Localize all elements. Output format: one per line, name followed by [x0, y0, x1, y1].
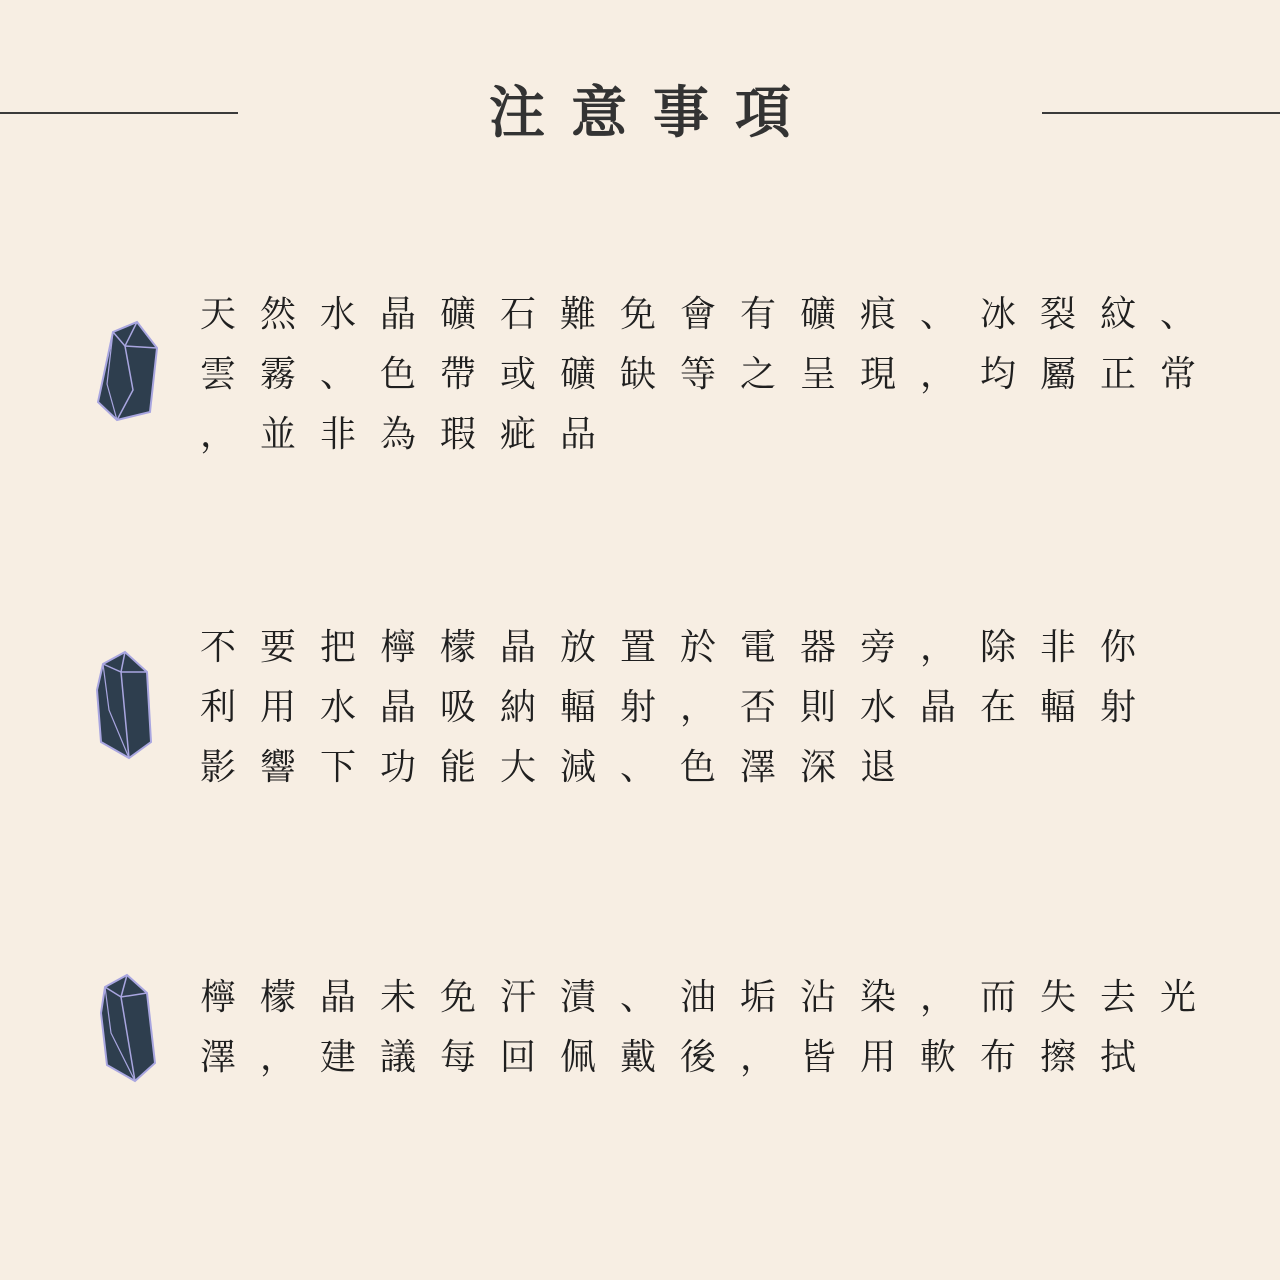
notice-text: [200, 968, 1221, 1088]
notice-line: 影響下功能大減、色澤深退: [200, 747, 921, 788]
notice-line: ，並非為瑕疵品: [200, 414, 621, 455]
notice-line: 雲霧、色帶或礦缺等之呈現，均屬正常: [200, 354, 1221, 395]
notice-line: 檸檬晶未免汗漬、油垢沾染，而失去光: [200, 977, 1221, 1018]
page-header: [0, 70, 1280, 160]
notice-line: 澤，建議每回佩戴後，皆用軟布擦拭: [200, 1037, 1161, 1078]
notice-line: 不要把檸檬晶放置於電器旁，除非你: [200, 627, 1161, 668]
notice-line: 天然水晶礦石難免會有礦痕、冰裂紋、: [200, 294, 1221, 335]
notice-line: 利用水晶吸納輻射，否則水晶在輻射: [200, 687, 1161, 728]
crystal-icon: [95, 320, 165, 430]
crystal-icon: [97, 973, 167, 1083]
notice-text: [200, 285, 1221, 465]
notice-text: [200, 618, 1200, 798]
crystal-icon: [93, 650, 163, 760]
page-title: 注意事項: [489, 80, 817, 146]
header-right-rule: [1042, 112, 1280, 114]
